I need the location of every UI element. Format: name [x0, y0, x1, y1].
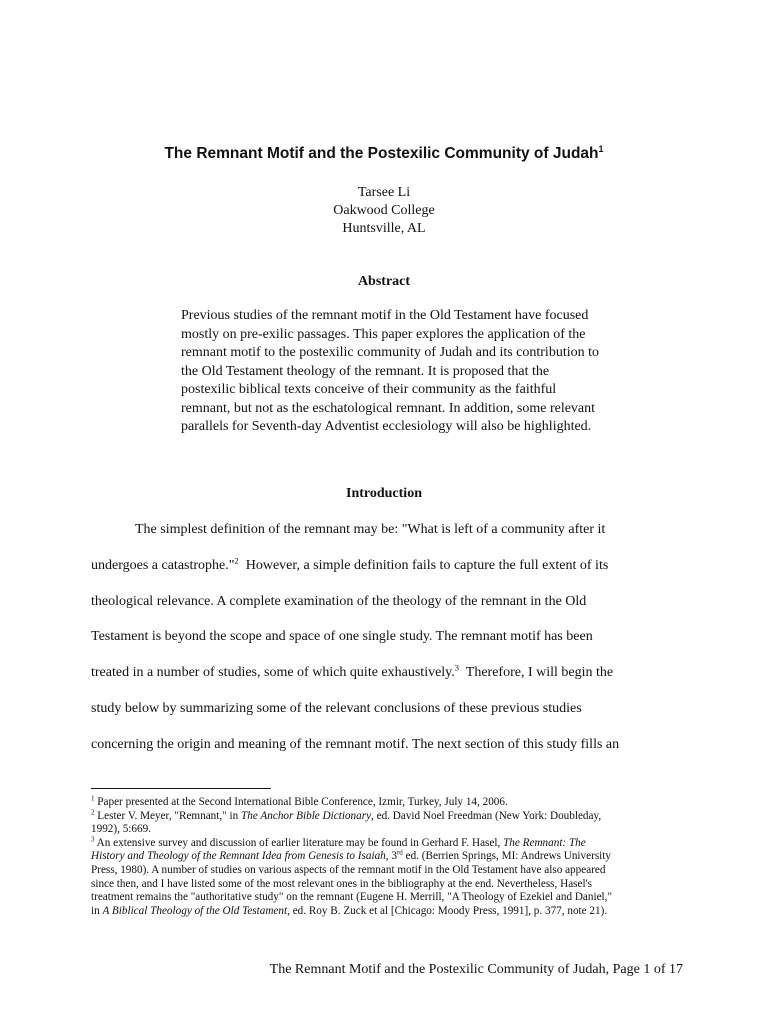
body-line: study below by summarizing some of the relevant conclusions of these previous studies [91, 700, 582, 716]
footnote-3 [91, 837, 691, 851]
footnote-ref-2: 2 [234, 555, 239, 566]
abstract-line: Previous studies of the remnant motif in the Old Testament have focused [181, 308, 589, 323]
abstract-line: remnant motif to the postexilic community of Judah and its contribution to [181, 345, 599, 360]
footnote-italic-title: The Remnant: The [503, 836, 586, 849]
abstract-line: mostly on pre-exilic passages. This paper explores the application of the [181, 326, 586, 342]
footnote-superscript: rd [396, 848, 403, 857]
body-text-segment: Therefore, I will begin the [459, 665, 614, 681]
footnote-italic-title: History and Theology of the Remnant Idea from Genesis to Isaiah [91, 850, 386, 863]
footnote-1 [91, 796, 691, 810]
body-text-segment: treated in a number of studies, some of which quite exhaustively. [91, 665, 455, 681]
author-institution: Oakwood College [333, 203, 435, 218]
footnote-2-cont: 1992), 5:669. [91, 823, 151, 836]
footnote-3-cont [91, 905, 691, 919]
footnote-3-cont: treatment remains the "authoritative study" on the remnant (Eugene H. Merrill, "A Theology of Ezekiel and Daniel," [91, 891, 613, 904]
author-name: Tarsee Li [357, 185, 411, 200]
body-line [91, 663, 691, 699]
abstract-line: parallels for Seventh-day Adventist ecclesiology will also be highlighted. [181, 419, 592, 434]
footnote-text: An extensive survey and discussion of earlier literature may be found in Gerhard F. Hasel, [94, 836, 504, 849]
abstract-body [181, 307, 621, 437]
footnote-text: , 3 [385, 850, 397, 863]
body-paragraph [91, 520, 691, 771]
abstract-heading: Abstract [357, 274, 411, 289]
footnote-number: 3 [91, 835, 95, 844]
footnote-3-cont: since then, and I have listed some of the most relevant ones in the bibliography at the end. Nevertheless, Hasel's [91, 877, 592, 890]
abstract-line: the Old Testament theology of the remnant. It is proposed that the [181, 363, 550, 379]
footnote-2 [91, 807, 691, 824]
introduction-heading: Introduction [346, 486, 422, 501]
body-line: concerning the origin and meaning of the remnant motif. The next section of this study fills an [91, 736, 620, 752]
footnote-ref-1: 1 [598, 143, 604, 154]
body-line [91, 556, 691, 592]
footnote-italic-title: A Biblical Theology of the Old Testament [102, 904, 288, 917]
footnote-text: , ed. Roy B. Zuck et al [Chicago: Moody Press, 1991], p. 377, note 21). [287, 904, 608, 917]
abstract-line: remnant, but not as the eschatological remnant. In addition, some relevant [181, 400, 596, 416]
footnote-separator [91, 788, 271, 789]
title-text: The Remnant Motif and the Postexilic Community of Judah [164, 145, 599, 162]
footnote-text: Paper presented at the Second International Bible Conference, Izmir, Turkey, July 14, 2006. [94, 796, 508, 808]
body-text-segment: undergoes a catastrophe." [91, 557, 235, 573]
author-block [0, 184, 768, 238]
abstract-line: postexilic biblical texts conceive of their community as the faithful [181, 382, 557, 397]
footnotes [91, 796, 691, 918]
page-footer: The Remnant Motif and the Postexilic Community of Judah, Page 1 of 17 [269, 962, 683, 977]
footnote-number: 1 [91, 794, 95, 803]
footnote-text: Lester V. Meyer, "Remnant," in [94, 809, 242, 822]
body-line: The simplest definition of the remnant may be: "What is left of a community after it [135, 522, 606, 537]
footnote-3-cont [91, 850, 691, 864]
footnote-number: 2 [91, 807, 95, 816]
footnote-text: ed. (Berrien Springs, MI: Andrews University [402, 850, 611, 863]
footnote-text: in [91, 904, 103, 917]
body-line: theological relevance. A complete examination of the theology of the remnant in the Old [91, 593, 587, 609]
footnote-3-cont: Press, 1980). A number of studies on various aspects of the remnant motif in the Old Testament have also appeared [91, 863, 606, 876]
page-title [0, 145, 768, 163]
body-line: Testament is beyond the scope and space of one single study. The remnant motif has been [91, 629, 593, 645]
author-location: Huntsville, AL [342, 221, 426, 236]
footnote-text: , ed. David Noel Freedman (New York: Doubleday, [371, 809, 602, 822]
footnote-italic-title: The Anchor Bible Dictionary [241, 809, 372, 822]
body-text-segment: However, a simple definition fails to capture the full extent of its [238, 557, 609, 573]
footnote-ref-3: 3 [454, 662, 460, 673]
